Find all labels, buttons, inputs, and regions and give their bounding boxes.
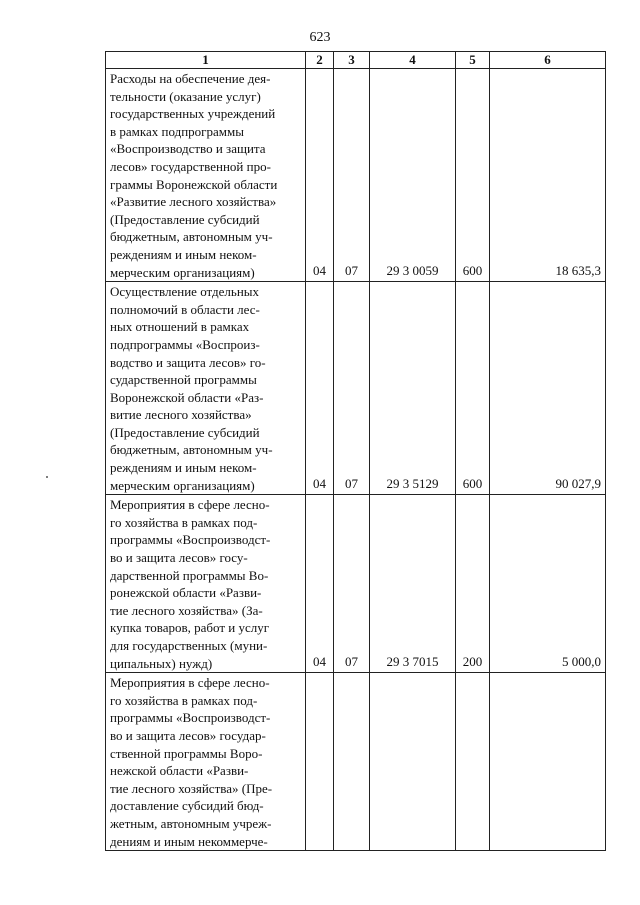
- scan-speck: [46, 476, 49, 479]
- row-subsection: 07: [334, 69, 370, 282]
- row-description: Осуществление отдельных полномочий в области лес- ных отношений в рамках подпрограммы «Воспроиз- водство и защита лесов» го- сударственной программы Воронежской области «Раз- витие лесного хозяйства» (Предоставление субсидий бюджетным, автономным уч- реждениям и иным неком- мерческим организациям): [106, 282, 306, 495]
- row-amount: 90 027,9: [490, 282, 606, 495]
- col-header-2: 2: [306, 52, 334, 69]
- row-expense-type: [456, 673, 490, 851]
- col-header-3: 3: [334, 52, 370, 69]
- table-row: [106, 282, 606, 495]
- row-description: Мероприятия в сфере лесно- го хозяйства в рамках под- программы «Воспроизводст- во и защита лесов» госу- дарственной программы Во- ронежской области «Разви- тие лесного хозяйства» (За- купка товаров, работ и услуг для государственных (муни- ципальных) нужд): [106, 495, 306, 673]
- col-header-5: 5: [456, 52, 490, 69]
- row-description: Расходы на обеспечение дея- тельности (оказание услуг) государственных учреждений в рамках подпрограммы «Воспроизводство и защита лесов» государственной про- граммы Воронежской области «Развитие лесного хозяйства» (Предоставление субсидий бюджетным, автономным уч- реждениям и иным неком- мерческим организациям): [106, 69, 306, 282]
- table-row: [106, 495, 606, 673]
- row-amount: [490, 673, 606, 851]
- row-section: 04: [306, 282, 334, 495]
- row-amount: 5 000,0: [490, 495, 606, 673]
- col-header-6: 6: [490, 52, 606, 69]
- row-subsection: 07: [334, 495, 370, 673]
- row-target-article: 29 3 5129: [370, 282, 456, 495]
- row-expense-type: 200: [456, 495, 490, 673]
- row-section: 04: [306, 495, 334, 673]
- page-number: 623: [309, 30, 331, 45]
- row-target-article: 29 3 7015: [370, 495, 456, 673]
- budget-table: [105, 51, 606, 851]
- row-amount: 18 635,3: [490, 69, 606, 282]
- row-section: [306, 673, 334, 851]
- row-target-article: [370, 673, 456, 851]
- row-subsection: 07: [334, 282, 370, 495]
- col-header-1: 1: [106, 52, 306, 69]
- col-header-4: 4: [370, 52, 456, 69]
- header-row: [106, 52, 606, 69]
- row-target-article: 29 3 0059: [370, 69, 456, 282]
- row-expense-type: 600: [456, 69, 490, 282]
- row-expense-type: 600: [456, 282, 490, 495]
- row-subsection: [334, 673, 370, 851]
- table-row: [106, 673, 606, 851]
- row-description: Мероприятия в сфере лесно- го хозяйства в рамках под- программы «Воспроизводст- во и защита лесов» государ- ственной программы Воро- нежской области «Разви- тие лесного хозяйства» (Пре- доставление субсидий бюд- жетным, автономным учреж- дениям и иным некоммерче-: [106, 673, 306, 851]
- row-section: 04: [306, 69, 334, 282]
- table-row: [106, 69, 606, 282]
